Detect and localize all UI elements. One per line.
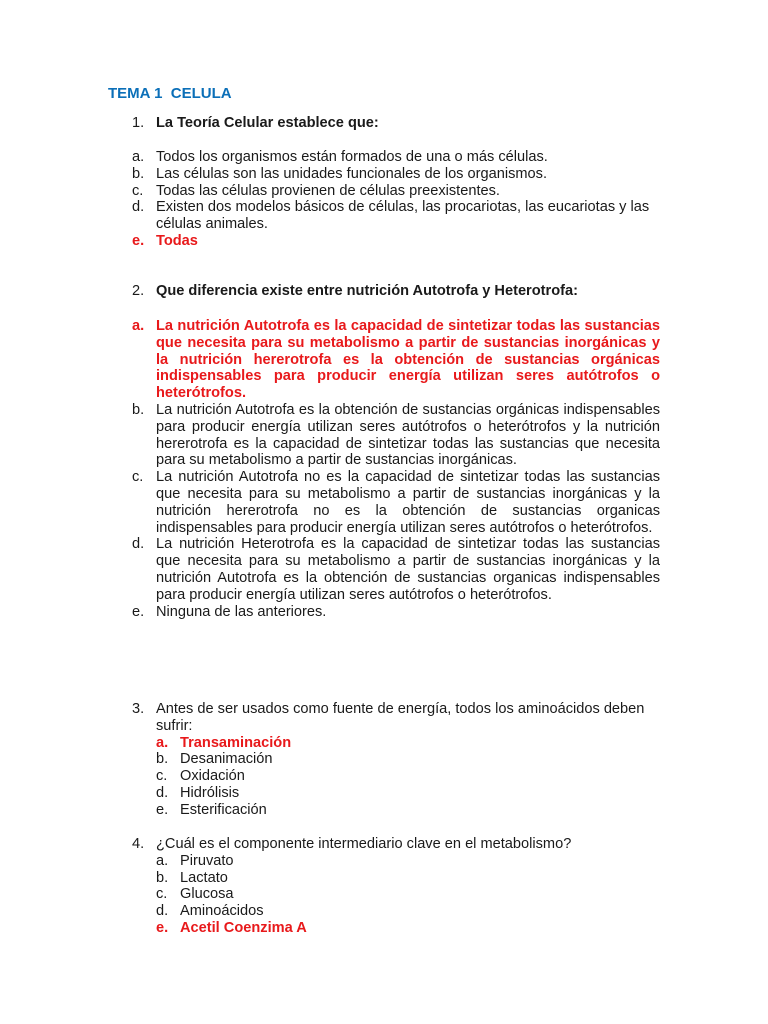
- option-label: a.: [132, 318, 145, 334]
- option-text: Piruvato: [180, 852, 234, 869]
- option-text: Todas las células provienen de células preexistentes.: [156, 182, 500, 199]
- question-4-options: [156, 853, 660, 937]
- option-text: Todas: [156, 232, 198, 249]
- option-label: a.: [156, 734, 169, 751]
- question-number: 4.: [132, 836, 145, 852]
- option-text: Acetil Coenzima A: [180, 919, 307, 936]
- option-label: d.: [132, 199, 145, 216]
- option-d: [156, 785, 660, 802]
- question-number: 2.: [132, 283, 145, 299]
- question-2-options: [132, 318, 660, 620]
- question-text: ¿Cuál es el componente intermediario clave en el metabolismo?: [156, 836, 572, 852]
- question-1-options: [132, 149, 660, 250]
- option-b: [156, 751, 660, 768]
- question-4: [132, 836, 660, 937]
- option-text: Esterificación: [180, 801, 267, 818]
- question-text: Antes de ser usados como fuente de energía, todos los aminoácidos deben sufrir:: [156, 701, 645, 734]
- option-label: e.: [132, 603, 145, 620]
- option-label: c.: [132, 182, 144, 199]
- option-text: Hidrólisis: [180, 784, 240, 801]
- option-text: Transaminación: [180, 734, 292, 751]
- question-3: [132, 701, 660, 819]
- option-label: d.: [156, 903, 169, 920]
- question-1: [132, 115, 660, 132]
- option-text: La nutrición Autotrofa es la obtención de sustancias orgánicas indispensables para producir energía utilizan seres autótrofos o heterótrofos y la nutrición hererotrofa es la capacidad de sintetizar todas las sustancias que necesita para su metabolismo a partir de sustancias inorgánicas.: [156, 401, 660, 469]
- option-text: Existen dos modelos básicos de células, las procariotas, las eucariotas y las células animales.: [156, 199, 650, 233]
- option-c: [132, 183, 660, 200]
- option-label: d.: [156, 784, 169, 801]
- question-text: Que diferencia existe entre nutrición Autotrofa y Heterotrofa:: [156, 283, 578, 299]
- option-d: [156, 903, 660, 920]
- option-text: Ninguna de las anteriores.: [156, 603, 327, 620]
- option-b: [156, 870, 660, 887]
- option-label: b.: [156, 869, 169, 886]
- question-text: La Teoría Celular establece que:: [156, 115, 379, 131]
- option-e-correct: [132, 233, 660, 250]
- question-number: 1.: [132, 115, 145, 131]
- option-label: d.: [132, 536, 145, 553]
- option-c: [132, 469, 660, 536]
- option-text: La nutrición Autotrofa es la capacidad de sintetizar todas las sustancias que necesita para su metabolismo a partir de sustancias inorgánicas y la nutrición hererotrofa es la obtención de sustancias orgánicas indispensables para producir energía utilizan seres autótrofos o heterótrofos.: [156, 318, 660, 402]
- question-2: [132, 283, 660, 300]
- question-number: 3.: [132, 701, 145, 717]
- option-d: [132, 536, 660, 603]
- question-3-options: [156, 735, 660, 819]
- page-title: TEMA 1 CELULA: [108, 85, 232, 102]
- option-c: [156, 886, 660, 903]
- option-a-correct: [132, 318, 660, 402]
- option-d: [132, 199, 660, 233]
- option-text: La nutrición Heterotrofa es la capacidad de sintetizar todas las sustancias que necesita para su metabolismo a partir de sustancias inorgánicas y la nutrición Autotrofa es la obtención de sustancias organicas indispensables para producir energía utilizan seres autótrofos o heterótrofos.: [156, 536, 660, 603]
- option-text: Las células son las unidades funcionales de los organismos.: [156, 165, 548, 182]
- option-text: Oxidación: [180, 768, 245, 785]
- option-text: La nutrición Autotrofa no es la capacidad de sintetizar todas las sustancias que necesita para su metabolismo a partir de sustancias inorgánicas y la nutrición hererotrofa no es la obtención de sustancias organicas indispensables para producir energía utilizan seres autótrofos o heterótrofos.: [156, 469, 660, 536]
- option-a: [156, 853, 660, 870]
- option-e-correct: [156, 920, 660, 937]
- option-label: c.: [156, 886, 168, 903]
- option-text: Todos los organismos están formados de una o más células.: [156, 149, 548, 165]
- option-label: a.: [156, 852, 169, 869]
- option-text: Aminoácidos: [180, 903, 264, 920]
- option-text: Lactato: [180, 869, 228, 886]
- option-a: [132, 149, 660, 166]
- option-e: [156, 802, 660, 819]
- option-b: [132, 166, 660, 183]
- option-label: c.: [156, 768, 168, 785]
- option-label: e.: [156, 919, 169, 936]
- option-text: Glucosa: [180, 886, 234, 903]
- option-label: c.: [132, 469, 144, 486]
- option-label: e.: [132, 232, 145, 249]
- option-label: e.: [156, 801, 169, 818]
- option-label: b.: [132, 401, 145, 418]
- option-text: Desanimación: [180, 751, 273, 768]
- option-a-correct: [156, 735, 660, 752]
- option-b: [132, 402, 660, 469]
- option-label: a.: [132, 149, 145, 165]
- option-label: b.: [132, 165, 145, 182]
- option-e: [132, 604, 660, 621]
- option-c: [156, 768, 660, 785]
- option-label: b.: [156, 751, 169, 768]
